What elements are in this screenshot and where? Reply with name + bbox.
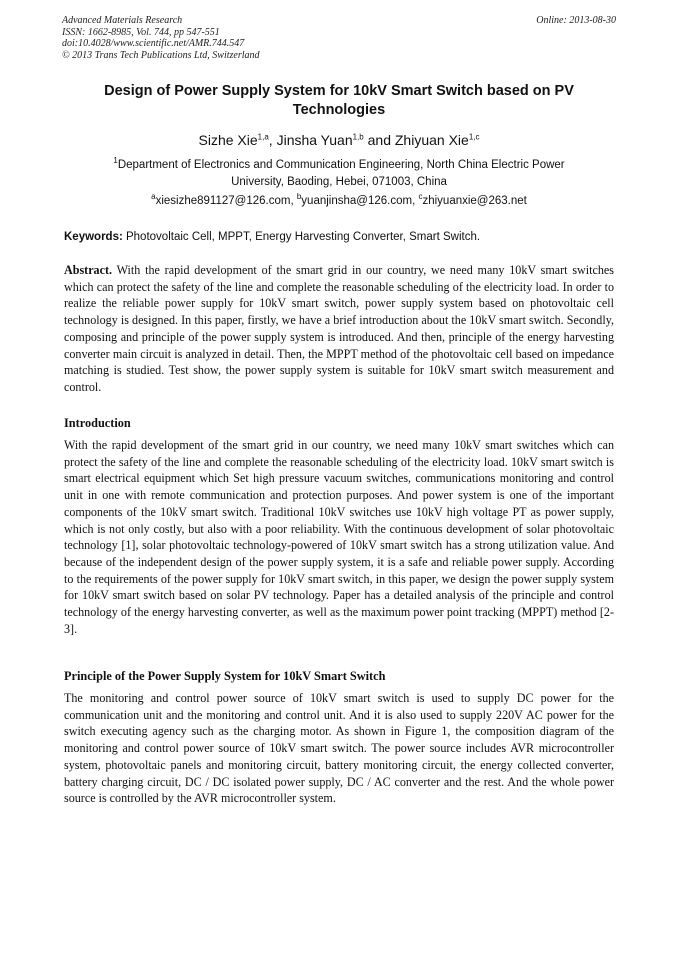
section-heading-introduction: Introduction — [64, 416, 131, 430]
keywords-text: Photovoltaic Cell, MPPT, Energy Harvesting Converter, Smart Switch. — [122, 231, 481, 243]
keywords — [64, 229, 614, 245]
author-name: Sizhe Xie — [198, 132, 258, 148]
author-affiliation-mark: 1,a — [257, 132, 269, 142]
author-separator: , — [268, 132, 277, 148]
email-mark: b — [296, 192, 302, 202]
journal-name: Advanced Materials Research — [62, 15, 183, 26]
email-mark: c — [418, 192, 423, 202]
abstract-label: Abstract. — [64, 263, 113, 277]
keywords-label: Keywords: — [64, 231, 123, 243]
author-affiliation-mark: 1,c — [468, 132, 480, 142]
email-address[interactable]: yuanjinsha@126.com — [301, 195, 413, 207]
principle-paragraph: The monitoring and control power source of 10kV smart switch is used to supply DC power for the communication unit and the monitoring and control unit. And it is also used to supply 220V AC power for the switch executing agency such as the charging motor. As shown in Figure 1, the composition diagram of the monitoring and control power source of 10kV smart switch. The power source includes AVR microcontroller system, photovoltaic panels and monitoring circuit, battery monitoring circuit, the energy collected converter, battery charging circuit, DC / DC isolated power supply, DC / AC converter and the rest. And the whole power source is controlled by the AVR microcontroller system. — [64, 691, 614, 806]
author-affiliation-mark: 1,b — [352, 132, 364, 142]
email-address[interactable]: zhiyuanxie@263.net — [422, 195, 527, 207]
author-name: Jinsha Yuan — [276, 132, 353, 148]
online-date: Online: 2013-08-30 — [536, 15, 616, 26]
email-list — [60, 193, 618, 209]
email-address[interactable]: xiesizhe891127@126.com — [155, 195, 291, 207]
publication-meta — [62, 15, 616, 61]
email-separator: , — [290, 195, 297, 207]
email-separator: , — [412, 195, 419, 207]
email-mark: a — [151, 192, 156, 202]
copyright-line: © 2013 Trans Tech Publications Ltd, Switzerland — [62, 49, 260, 61]
issn-line: ISSN: 1662-8985, Vol. 744, pp 547-551 — [62, 26, 220, 38]
author-separator: and — [363, 132, 395, 148]
abstract-text: With the rapid development of the smart grid in our country, we need many 10kV smart switches which can protect the safety of the line and complete the reasonable scheduling of the electricity load. In order to realize the reliable power supply for 10kV smart switch, power supply system based on photovoltaic cell technology is designed. In this paper, firstly, we have a brief introduction about the 10kV smart switch. Secondly, composing and principle of the power supply system is introduced. And then, principle of the energy harvesting converter main circuit is analyzed in detail. Then, the MPPT method of the photovoltaic cell based on impedance matching is studied. Test show, the power supply system is suitable for 10kV smart switch measurement and control. — [64, 263, 614, 394]
author-name: Zhiyuan Xie — [394, 132, 469, 148]
doi-line: doi:10.4028/www.scientific.net/AMR.744.547 — [62, 38, 245, 49]
introduction-paragraph: With the rapid development of the smart grid in our country, we need many 10kV smart switches which can protect the safety of the line and complete the reasonable scheduling of the electricity load. 10kV smart switch is smart electrical equipment which Set high pressure vacuum switches, communications monitoring and control unit in one with remote communication and protection purposes. And power system is one of the important components of the 10kV smart switch. Traditional 10kV switches use 10kV high voltage PT as power supply, which is not only costly, but also with a poor reliability. With the continuous development of solar photovoltaic technology [1], solar photovoltaic technology-powered of 10kV smart switch has a strong utilization value. And because of the independent design of the power supply system, it is a safe and reliable power supply. According to the requirements of the power supply for 10kV smart switch, in this paper, we design the power supply system for 10kV smart switch based on solar PV technology. Paper has a detailed analysis of the principle and control technology of the energy harvesting converter, as well as the maximum power point tracking (MPPT) method [2-3]. — [64, 438, 614, 636]
paper-title: Design of Power Supply System for 10kV Smart Switch based on PV Technologies — [104, 83, 574, 118]
affiliation-mark: 1 — [113, 156, 118, 166]
affiliation-line-1: Department of Electronics and Communication Engineering, North China Electric Power — [117, 159, 565, 171]
section-heading-principle: Principle of the Power Supply System for 10kV Smart Switch — [64, 669, 386, 683]
abstract — [64, 262, 614, 396]
affiliation — [80, 157, 598, 191]
author-list — [60, 131, 618, 149]
affiliation-line-2: University, Baoding, Hebei, 071003, China — [231, 176, 447, 188]
